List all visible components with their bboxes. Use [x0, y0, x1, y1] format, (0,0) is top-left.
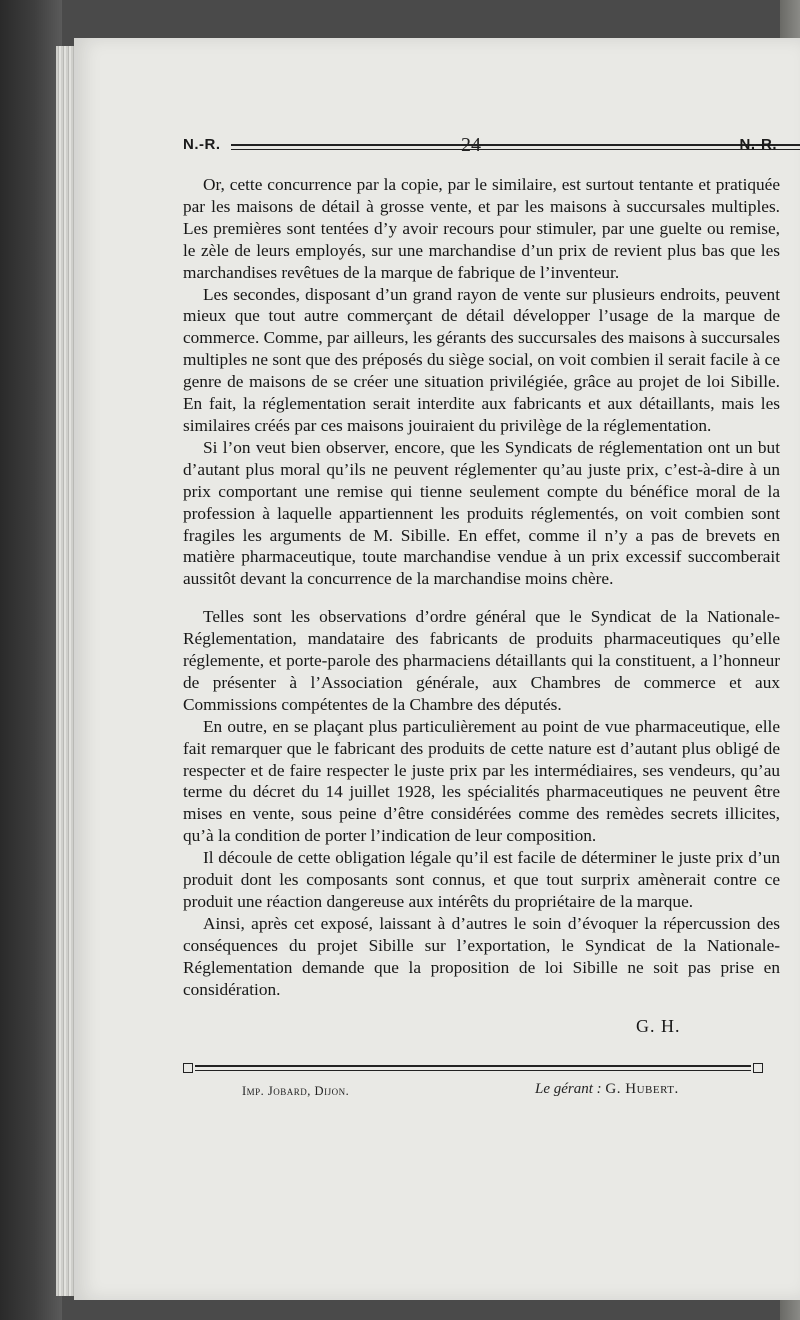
paragraph: En outre, en se plaçant plus particulièrement au point de vue pharmaceutique, elle fait remarquer que le fabricant des produits de cette nature est d’autant plus obligé de respecter et de faire respecter le juste prix par les intermédiaires, ses vendeurs, qu’au terme du décret du 14 juillet 1928, les spécialités pharmaceutiques ne peuvent être mises en vente, sous peine d’être considérées comme des remèdes secrets illicites, qu’à la condition de porter l’indication de leur composition. [183, 716, 780, 846]
paragraph: Telles sont les observations d’ordre général que le Syndicat de la Nationale-Réglementation, mandataire des fabricants de produits pharmaceutiques qu’elle réglemente, et porte-parole des pharmaciens détaillants qui la constituent, a l’honneur de présenter à l’Association générale, aux Chambres de commerce et aux Commissions compétentes de la Chambre des députés. [183, 607, 780, 714]
rule-end-square-left [183, 1063, 193, 1073]
footer-rule [183, 1063, 763, 1073]
author-signature: G. H. [636, 1016, 681, 1036]
paragraph: Les secondes, disposant d’un grand rayon de vente sur plusieurs endroits, peuvent mieux que tout autre commerçant de détail développer l’usage de la marque de commerce. Comme, par ailleurs, les gérants des succursales des maisons à succursales multiples ne sont que des préposés du siège social, on voit combien il serait facile à ce genre de maisons de se créer une situation privilégiée, grâce au projet de loi Sibille. En fait, la réglementation serait interdite aux fabricants et aux détaillants, mais les similaires créés par ces maisons jouiraient du privilège de la réglementation. [183, 284, 780, 435]
paragraph: Or, cette concurrence par la copie, par le similaire, est surtout tentante et pratiquée par les maisons de détail à grosse vente, et par les maisons à succursales multiples. Les premières sont tentées d’y avoir recours pour stimuler, par une guelte ou remise, le zèle de leurs employés, sur une marchandise d’un prix de revient plus bas que les marchandises revêtues de la marque de fabrique de l’inventeur. [183, 175, 780, 282]
paragraph: Si l’on veut bien observer, encore, que les Syndicats de réglementation ont un but d’autant plus moral qu’ils ne peuvent réglementer qu’au juste prix, c’est-à-dire à un prix comportant une remise qui tienne seulement compte du bénéfice moral de la profession à laquelle appartiennent les produits réglementés, on voit combien sont fragiles les arguments de M. Sibille. En effet, comme il n’y a pas de brevets en matière pharmaceutique, toute marchandise vendue à un prix excessif succomberait aussitôt devant la concurrence de la marchandise moins chère. [183, 437, 780, 589]
printer-imprint: Imp. Jobard, Dijon. [242, 1084, 350, 1098]
body-text [183, 174, 780, 1001]
header-right-title: N.-R. [739, 136, 777, 153]
rule-line [195, 1065, 751, 1071]
paragraph: Ainsi, après cet exposé, laissant à d’autres le soin d’évoquer la répercussion des conséquences du projet Sibille sur l’exportation, le Syndicat de la Nationale-Réglementation demande que la proposition de loi Sibille ne soit pas prise en considération. [183, 913, 780, 999]
header-left-title: N.-R. [183, 136, 221, 153]
book-spine [0, 0, 62, 1320]
rule-end-square-right [753, 1063, 763, 1073]
running-header [183, 136, 777, 160]
page-number: 24 [461, 134, 481, 156]
gerant-name: G. Hubert. [605, 1081, 679, 1097]
paragraph: Il découle de cette obligation légale qu’il est facile de déterminer le juste prix d’un produit dont les composants sont connus, et que tout surprix amènerait contre ce produit une réaction dangereuse aux intérêts du propriétaire de la marque. [183, 848, 780, 911]
gerant-line [535, 1081, 679, 1098]
gerant-label: Le gérant : [535, 1081, 602, 1097]
